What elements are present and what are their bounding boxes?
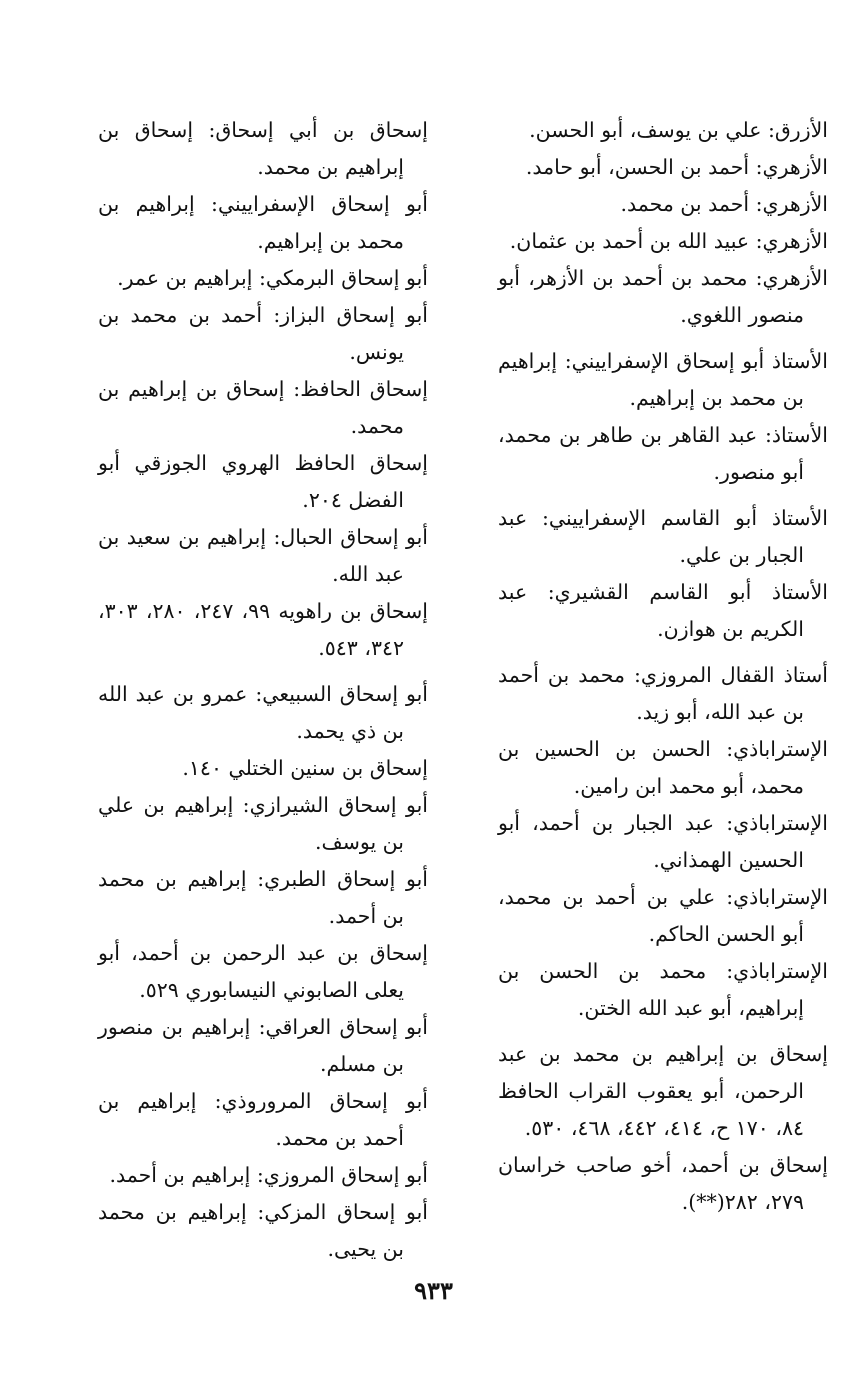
index-entry: إسحاق بن إبراهيم بن محمد بن عبد الرحمن، أبو يعقوب القراب الحافظ ٨٤، ١٧٠ ح، ٤١٤، ٤٤٢، ٤٦٨، ٥٣٠. <box>498 1042 828 1140</box>
index-entry: إسحاق بن عبد الرحمن بن أحمد، أبو يعلى الصابوني النيسابوري ٥٢٩. <box>98 941 428 1002</box>
index-entry: الأستاذ: عبد القاهر بن طاهر بن محمد، أبو منصور. <box>498 423 828 484</box>
index-entry: أبو إسحاق الطبري: إبراهيم بن محمد بن أحمد. <box>98 867 428 928</box>
index-entry: الإستراباذي: علي بن أحمد بن محمد، أبو الحسن الحاكم. <box>498 885 828 946</box>
index-entry: إسحاق الحافظ الهروي الجوزقي أبو الفضل ٢٠٤. <box>98 451 428 512</box>
index-entry: إسحاق بن أحمد، أخو صاحب خراسان ٢٧٩، ٢٨٢(**). <box>498 1153 828 1214</box>
index-entry: أبو إسحاق المروزي: إبراهيم بن أحمد. <box>109 1163 428 1187</box>
index-entry: أبو إسحاق السبيعي: عمرو بن عبد الله بن ذي يحمد. <box>98 682 428 743</box>
right-column <box>498 112 828 1221</box>
index-entry: الأستاذ أبو القاسم الإسفراييني: عبد الجبار بن علي. <box>498 506 828 567</box>
index-entry: أبو إسحاق العراقي: إبراهيم بن منصور بن مسلم. <box>98 1015 428 1076</box>
index-entry: إسحاق الحافظ: إسحاق بن إبراهيم بن محمد. <box>98 377 428 438</box>
index-entry: أبو إسحاق الشيرازي: إبراهيم بن علي بن يوسف. <box>98 793 428 854</box>
index-entry: أبو إسحاق الحبال: إبراهيم بن سعيد بن عبد الله. <box>98 525 428 586</box>
index-entry: أبو إسحاق البرمكي: إبراهيم بن عمر. <box>117 266 428 290</box>
index-entry: الأزهري: عبيد الله بن أحمد بن عثمان. <box>509 229 828 253</box>
index-entry: أستاذ القفال المروزي: محمد بن أحمد بن عبد الله، أبو زيد. <box>498 663 828 724</box>
index-entry: الأستاذ أبو إسحاق الإسفراييني: إبراهيم بن محمد بن إبراهيم. <box>498 349 828 410</box>
index-entry: الإستراباذي: الحسن بن الحسين بن محمد، أبو محمد ابن رامين. <box>498 737 828 798</box>
index-entry: الإستراباذي: عبد الجبار بن أحمد، أبو الحسين الهمذاني. <box>498 811 828 872</box>
index-entry: أبو إسحاق المروروذي: إبراهيم بن أحمد بن محمد. <box>98 1089 428 1150</box>
index-entry: الأستاذ أبو القاسم القشيري: عبد الكريم بن هوازن. <box>498 580 828 641</box>
index-entry: الأزرق: علي بن يوسف، أبو الحسن. <box>529 118 828 142</box>
index-entry: الأزهري: محمد بن أحمد بن الأزهر، أبو منصور اللغوي. <box>498 266 828 327</box>
index-entry: أبو إسحاق المزكي: إبراهيم بن محمد بن يحيى. <box>98 1200 428 1261</box>
index-entry: إسحاق بن راهويه ٩٩، ٢٤٧، ٢٨٠، ٣٠٣، ٣٤٢، ٥٤٣. <box>98 599 428 660</box>
index-entry: إسحاق بن سنين الختلي ١٤٠. <box>182 756 428 780</box>
index-entry: أبو إسحاق البزاز: أحمد بن محمد بن يونس. <box>98 303 428 364</box>
index-entry: الإستراباذي: محمد بن الحسن بن إبراهيم، أبو عبد الله الختن. <box>498 959 828 1020</box>
page-number: ٩٣٣ <box>414 1276 453 1305</box>
index-entry: أبو إسحاق الإسفراييني: إبراهيم بن محمد بن إبراهيم. <box>98 192 428 253</box>
index-entry: إسحاق بن أبي إسحاق: إسحاق بن إبراهيم بن محمد. <box>98 118 428 179</box>
left-column <box>98 112 428 1268</box>
index-entry: الأزهري: أحمد بن الحسن، أبو حامد. <box>525 155 828 179</box>
index-entry: الأزهري: أحمد بن محمد. <box>620 192 828 216</box>
